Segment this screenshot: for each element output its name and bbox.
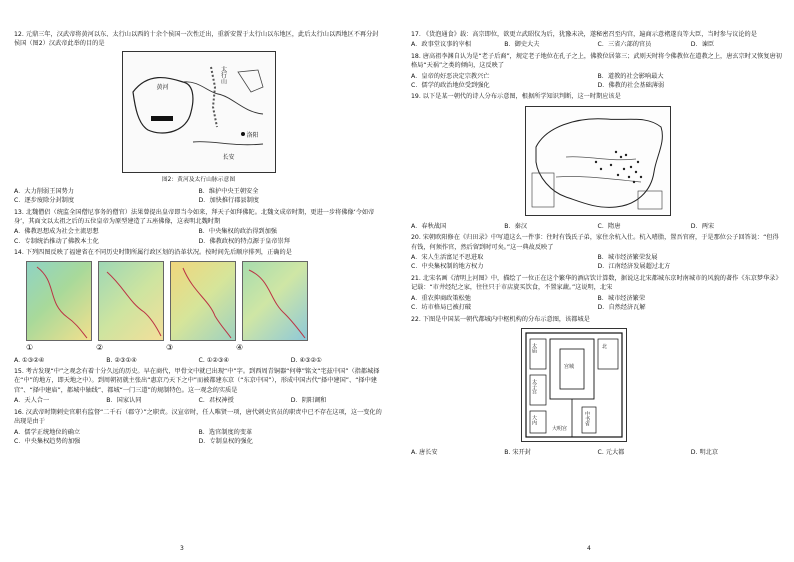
question-stem: 12. 元鼎三年，汉武帝将黄河以东、太行山以西的十余个侯国一次性迁出，重新安置于太行山以东地区，此后太行山以西地区不再分封侯国（图2）汉武帝此举的目的是	[14, 31, 379, 48]
map-label-legend: 洛阳	[246, 131, 259, 139]
question-stem: 20. 宋朝欧阳修在《归田录》中写道这么一件事：往时有钱氏子弟，家住余杭入仕。杭入嗜脂，置吾官府，于是那位公子回答说：“但得有钱，何须作官，然后留到时可矣。”这一典故反映了	[411, 234, 779, 251]
option-c[interactable]: C．中央集权制的地方权力	[411, 263, 484, 271]
question-stem: 16. 汉武帝时期刺史官职有监督“二千石（郡守）”之职责。汉宣帝时，任人唯贤一项，唐代刺史官员的职责中已不存在这项，这一变化的出现是由于	[14, 408, 382, 426]
option-b[interactable]: B. ②③①④	[106, 356, 137, 364]
yellow-river-taihang-map	[122, 51, 276, 173]
options	[14, 227, 383, 246]
fujian-maps	[26, 261, 383, 341]
option-d[interactable]: D. 明北京	[690, 448, 719, 456]
option-b[interactable]: B．城市经济繁荣	[597, 294, 646, 302]
diagram-label-palace: 宫城	[564, 363, 575, 370]
option-a[interactable]: A．政事堂议事的宰相	[411, 41, 471, 49]
option-b[interactable]: B．御史大夫	[504, 41, 540, 49]
question-stem: 15. 考古发现“中”之观念有着十分久远的历史。早在商代，甲骨文中就已出现“中”字。到西周青铜器“何尊”铭文“宅兹中国”（指都城择在“中”的地方，即天地之中）。到周朝初就主张出“惠京乃天下之中”而被都建东京（“东京中国”），形成中国古代“择中建国”、“择中建宫”、“择中建庙”，都城中轴线”、都城“一门三道”的规制特色。这一观念的实质是	[14, 368, 380, 394]
option-a[interactable]: A. 唐长安	[411, 448, 438, 456]
map-label-mountain: 太行山	[219, 65, 227, 84]
option-d[interactable]: D．佛教的社会基础薄弱	[597, 82, 665, 90]
option-a[interactable]: A．春秋战国	[411, 222, 447, 230]
option-c[interactable]: C．君权神授	[198, 397, 234, 405]
option-b[interactable]: B．城市经济繁荣发展	[597, 254, 658, 262]
option-c[interactable]: C. 元大都	[597, 448, 625, 456]
options	[411, 294, 784, 313]
map-label-river: 黄河	[156, 83, 169, 91]
option-b[interactable]: B．维护中央王朝安全	[198, 187, 259, 195]
question-stem: 18. 唐高祖李渊自认为是“老子后裔”，规定老子地位在孔子之上，佛教位居第三；武则天时将令佛教位在道教之上，唐玄宗时又恢复唐初格局“天祸”之类的倾向，这反映了	[411, 52, 782, 70]
fujian-map-3	[170, 261, 236, 341]
option-a[interactable]: A．皇帝的好恶决定宗教兴亡	[411, 72, 490, 80]
option-b[interactable]: B. 宋开封	[504, 448, 531, 456]
option-c[interactable]: C．隋唐	[597, 222, 621, 230]
option-d[interactable]: D. ④③②①	[290, 356, 322, 364]
option-d[interactable]: D．加快推行郡县制度	[198, 197, 259, 205]
page-number: 3	[180, 545, 184, 552]
china-map-graphic	[526, 107, 670, 215]
poet-distribution-map	[525, 106, 671, 216]
option-d[interactable]: D．两宋	[690, 222, 715, 230]
options	[411, 72, 784, 91]
option-b[interactable]: B．秦汉	[504, 222, 528, 230]
question-stem: 22. 下图是中国某一朝代都城内中枢机构的分布示意图，该都城是	[411, 315, 590, 323]
fujian-map-1	[26, 261, 92, 341]
option-a[interactable]: A. ①③②④	[14, 356, 45, 364]
option-c[interactable]: C．逐步废除分封制度	[14, 197, 75, 205]
options	[411, 222, 784, 231]
option-a[interactable]: A．重农抑商政策松弛	[411, 294, 471, 302]
map-label-city: 长安	[222, 153, 235, 161]
question-16	[14, 408, 383, 447]
option-d[interactable]: D．佛教政权的特点源于皇帝崇拜	[198, 237, 290, 245]
option-c[interactable]: C．中央集权趋势的加强	[14, 437, 81, 445]
question-22	[411, 315, 784, 458]
option-a[interactable]: A．儒学正统地位的确立	[14, 428, 81, 436]
diagram-label-gate: 中书省	[584, 410, 590, 426]
question-stem: 13. 北魏僧侣（统监全国僧尼事务的僧官）法果曾提出皇帝即当今如来，拜天子如拜佛陀。北魏文成帝时期，更进一步将佛像‘令如帝身’，其面文以太祖之后的五位皇帝为原型建造了五座佛像，这表明北魏时期	[14, 208, 375, 226]
question-21	[411, 274, 784, 313]
option-a[interactable]: A．宋人生活富足不思进取	[411, 254, 484, 262]
option-c[interactable]: C．坊市格局已被打破	[411, 304, 472, 312]
option-d[interactable]: D．谏臣	[690, 41, 715, 49]
question-17	[411, 30, 784, 50]
option-a[interactable]: A．大力削弱王国势力	[14, 187, 74, 195]
right-page	[397, 0, 794, 562]
question-stem: 14. 下列四图反映了福建省在不同历史时期所属行政区划的沿革状况。按时间先后顺序排列，正确的是	[14, 249, 292, 257]
capital-layout-diagram	[521, 328, 627, 442]
option-d[interactable]: D．江南经济发展超过北方	[597, 263, 671, 271]
question-12	[14, 30, 383, 206]
options	[14, 187, 383, 206]
question-13	[14, 208, 383, 247]
option-b[interactable]: B．中央集权的政治得到加强	[198, 228, 277, 236]
option-c[interactable]: C. ①②③④	[198, 356, 229, 364]
option-a[interactable]: A．佛教思想成为社会主流思想	[14, 228, 99, 236]
question-stem: 17. 《货泡通食》载：高宗即位，欲更立武昭仪为后，犹豫未决，遂秘密召至内宫，遍商示意褚遂良等大臣，当时参与议论的是	[411, 31, 757, 38]
diagram-label-left: 大内	[531, 414, 537, 425]
options	[14, 428, 383, 447]
page-number: 4	[587, 545, 591, 552]
option-b[interactable]: B．道教的社会影响最大	[597, 72, 664, 80]
question-19	[411, 92, 784, 231]
question-stem: 19. 以下是某一朝代的诗人分布示意图，根据所学知识判断，这一时期应该是	[411, 93, 621, 101]
options	[411, 253, 784, 272]
figure-caption: 图2：黄河及太行山脉示意图	[161, 176, 236, 183]
options	[14, 396, 383, 405]
option-d[interactable]: D．阴阳调和	[290, 397, 327, 405]
fujian-map-2	[98, 261, 164, 341]
diagram-label-temple: 太庙	[531, 342, 537, 353]
diagram-label-south-gate: 大明宫	[552, 425, 568, 432]
options	[411, 448, 784, 457]
map-number-2: ②	[96, 342, 104, 352]
option-d[interactable]: D．自然经济瓦解	[597, 304, 646, 312]
option-a[interactable]: A．天人合一	[14, 397, 50, 405]
option-b[interactable]: B．国家认同	[106, 397, 142, 405]
question-18	[411, 52, 784, 91]
option-b[interactable]: B．选官制度的变革	[198, 428, 253, 436]
option-c[interactable]: C．儒学的政治地位受到强化	[411, 82, 490, 90]
options	[14, 356, 383, 365]
fujian-map-4	[242, 261, 308, 341]
map-number-row	[26, 343, 383, 352]
options	[411, 40, 784, 49]
map-number-3: ③	[166, 342, 174, 352]
option-c[interactable]: C．三省六部的官员	[597, 41, 652, 49]
map-number-1: ①	[26, 342, 34, 352]
map-number-4: ④	[236, 342, 244, 352]
option-d[interactable]: D．专制皇权的强化	[198, 437, 253, 445]
diagram-label-market: 太子宫	[531, 378, 537, 394]
map-graphic	[123, 52, 275, 172]
question-20	[411, 233, 784, 272]
diagram-label-north: 北	[602, 343, 608, 350]
question-14	[14, 248, 383, 365]
question-15	[14, 367, 383, 406]
option-c[interactable]: C．专制统治推动了佛教本土化	[14, 237, 99, 245]
question-stem: 21. 北宋名画《清明上河图》中，描绘了一位正在这个繁华的酒店饮计算数，据说这北宋都城东京时南城市的风貌的著作《东京梦华录》记载：“市井经纪之家，往往只于市店旋买饮食，不置家蔬。”这说明，北宋	[411, 274, 782, 292]
